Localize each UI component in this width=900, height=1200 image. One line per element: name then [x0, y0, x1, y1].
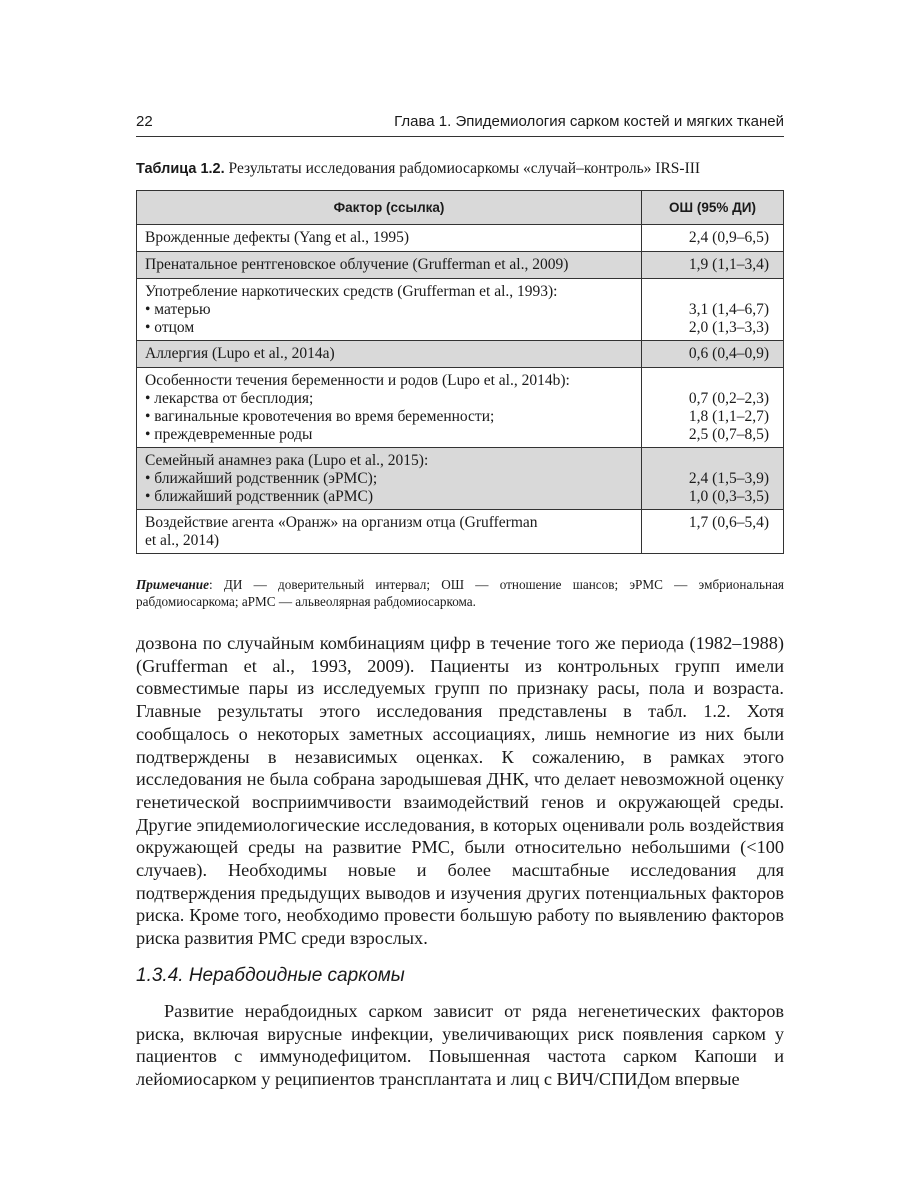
- factor-subitem: • ближайший родственник (аРМС): [145, 488, 374, 505]
- table-row: [137, 252, 784, 279]
- factor-subitem: • отцом: [145, 319, 195, 336]
- table-row: [137, 225, 784, 252]
- table-row: [137, 279, 784, 341]
- or-value: 1,8 (1,1–2,7): [688, 408, 769, 425]
- section-heading: 1.3.4. Нерабдоидные саркомы: [136, 965, 405, 986]
- or-value: 2,4 (1,5–3,9): [688, 470, 769, 487]
- or-cell: [642, 279, 784, 341]
- or-value: 2,0 (1,3–3,3): [688, 319, 769, 336]
- page-number: 22: [136, 113, 153, 130]
- body-paragraph: дозвона по случайным комбинациям цифр в течение того же периода (1982–1988) (Grufferman et al., 1993, 2009). Пациенты из контрольных групп имели совместимые пары из исследуемых групп по признаку расы, пола и возраста. Главные результаты этого исследования представлены в табл. 1.2. Хотя сообщалось о некоторых заметных ассоциациях, лишь немногие из них были подтверждены в независимых оценках. К сожалению, в рамках этого исследования не была собрана зародышевая ДНК, что делает невозможной оценку генетической восприимчивости взаимодействий генов и окружающей среды. Другие эпидемиологические исследования, в которых оценивали роль воздействия окружающей среды на развитие РМС, были относительно небольшими (<100 случаев). Необходимы новые и более масштабные исследования для подтверждения предыдущих выводов и изучения других потенциальных факторов риска. Кроме того, необходимо провести большую работу по выявлению факторов риска развития РМС среди взрослых.: [136, 633, 784, 949]
- factor-line: et al., 2014): [145, 532, 220, 549]
- factor-group-title: Особенности течения беременности и родов (Lupo et al., 2014b):: [145, 372, 570, 389]
- factor-cell: [137, 368, 642, 448]
- table-row: [137, 368, 784, 448]
- factor-cell: Врожденные дефекты (Yang et al., 1995): [137, 225, 642, 252]
- chapter-title: Глава 1. Эпидемиология сарком костей и мягких тканей: [394, 113, 784, 130]
- table-caption: [136, 160, 786, 178]
- or-value: 0,7 (0,2–2,3): [688, 390, 769, 407]
- table-row: [137, 510, 784, 554]
- table-header-factor: Фактор (ссылка): [137, 191, 642, 225]
- factor-cell: [137, 448, 642, 510]
- table-row: [137, 448, 784, 510]
- table-row: [137, 341, 784, 368]
- table-caption-text: Результаты исследования рабдомиосаркомы «случай–контроль» IRS-III: [224, 160, 701, 177]
- factor-group-title: Употребление наркотических средств (Grufferman et al., 1993):: [145, 283, 558, 300]
- factor-cell: [137, 279, 642, 341]
- factor-subitem: • лекарства от бесплодия;: [145, 390, 314, 407]
- table-header-or: ОШ (95% ДИ): [642, 191, 784, 225]
- factor-cell: Аллергия (Lupo et al., 2014a): [137, 341, 642, 368]
- note-text: : ДИ — доверительный интервал; ОШ — отношение шансов; эРМС — эмбриональная рабдомиосаркома; аРМС — альвеолярная рабдомиосаркома.: [136, 577, 784, 609]
- results-table: [136, 190, 784, 554]
- note-label: Примечание: [136, 577, 209, 592]
- factor-subitem: • ближайший родственник (эРМС);: [145, 470, 378, 487]
- factor-cell: [137, 510, 642, 554]
- or-cell: 1,7 (0,6–5,4): [642, 510, 784, 554]
- table-header-row: [137, 191, 784, 225]
- factor-subitem: • матерью: [145, 301, 211, 318]
- factor-subitem: • вагинальные кровотечения во время беременности;: [145, 408, 495, 425]
- or-value: 3,1 (1,4–6,7): [688, 301, 769, 318]
- or-cell: 2,4 (0,9–6,5): [642, 225, 784, 252]
- table-caption-label: Таблица 1.2.: [136, 161, 225, 177]
- factor-subitem: • преждевременные роды: [145, 426, 313, 443]
- or-cell: 1,9 (1,1–3,4): [642, 252, 784, 279]
- or-cell: [642, 448, 784, 510]
- or-cell: 0,6 (0,4–0,9): [642, 341, 784, 368]
- or-value: 1,0 (0,3–3,5): [688, 488, 769, 505]
- or-cell: [642, 368, 784, 448]
- running-header: [136, 110, 784, 137]
- or-value: 2,5 (0,7–8,5): [688, 426, 769, 443]
- factor-group-title: Семейный анамнез рака (Lupo et al., 2015):: [145, 452, 429, 469]
- table-note: [136, 576, 784, 610]
- body-paragraph: Развитие нерабдоидных сарком зависит от ряда негенетических факторов риска, включая вирусные инфекции, увеличивающих риск появления сарком у пациентов с иммунодефицитом. Повышенная частота сарком Капоши и лейомиосарком у реципиентов трансплантата и лиц с ВИЧ/СПИДом впервые: [136, 1001, 784, 1090]
- factor-cell: Пренатальное рентгеновское облучение (Grufferman et al., 2009): [137, 252, 642, 279]
- factor-line: Воздействие агента «Оранж» на организм отца (Grufferman: [145, 514, 538, 531]
